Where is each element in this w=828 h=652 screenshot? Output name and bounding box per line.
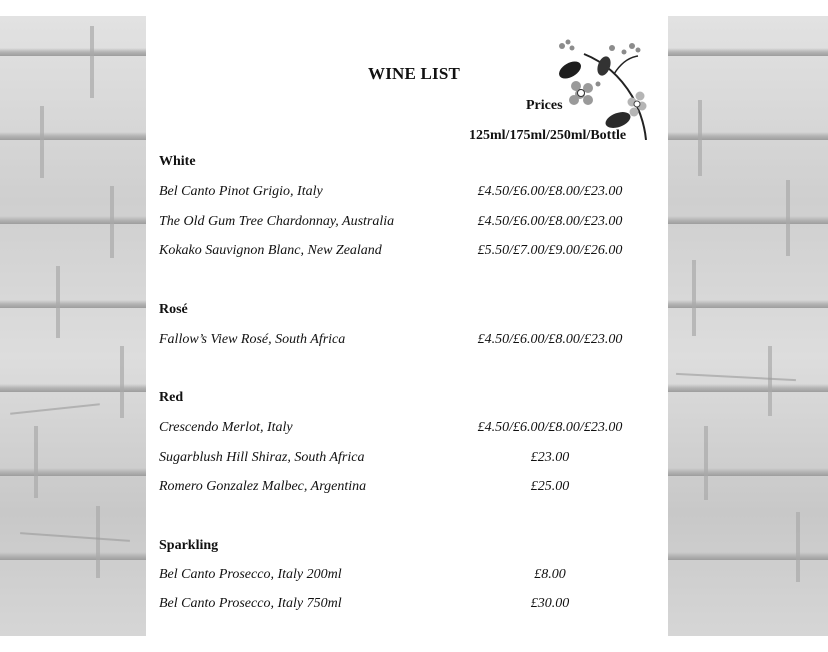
- wine-name: Sugarblush Hill Shiraz, South Africa: [159, 450, 365, 465]
- wine-row: [159, 450, 639, 470]
- section-heading-white: White: [159, 154, 196, 169]
- wine-name: Bel Canto Pinot Grigio, Italy: [159, 184, 323, 199]
- wine-price: £4.50/£6.00/£8.00/£23.00: [477, 184, 623, 199]
- wine-name: Crescendo Merlot, Italy: [159, 420, 293, 435]
- wine-price: £30.00: [530, 596, 570, 611]
- wine-name: Romero Gonzalez Malbec, Argentina: [159, 479, 367, 494]
- wall-crack: [20, 532, 130, 542]
- wall-crack: [10, 403, 100, 414]
- brick-joint: [692, 260, 696, 336]
- wine-row: [159, 243, 639, 263]
- page-title: WINE LIST: [368, 64, 461, 83]
- brick-joint: [34, 426, 38, 498]
- brick-joint: [704, 426, 708, 500]
- wine-row: [159, 184, 639, 204]
- brick-wall-right: [668, 16, 828, 636]
- brick-joint: [768, 346, 772, 416]
- wine-price: £4.50/£6.00/£8.00/£23.00: [477, 332, 623, 347]
- brick-joint: [796, 512, 800, 582]
- brick-joint: [40, 106, 44, 178]
- wine-row: [159, 479, 639, 499]
- wine-price: £5.50/£7.00/£9.00/£26.00: [477, 243, 623, 258]
- prices-header: Prices: [526, 98, 563, 113]
- wine-row: [159, 596, 639, 616]
- wine-list-sheet: [146, 16, 668, 636]
- wine-price: £4.50/£6.00/£8.00/£23.00: [477, 214, 623, 229]
- wine-row: [159, 420, 639, 440]
- wine-price: £4.50/£6.00/£8.00/£23.00: [477, 420, 623, 435]
- brick-wall-left: [0, 16, 146, 636]
- wine-name: Bel Canto Prosecco, Italy 750ml: [159, 596, 342, 611]
- brick-joint: [698, 100, 702, 176]
- wine-price: £23.00: [530, 450, 570, 465]
- brick-joint: [96, 506, 100, 578]
- wine-name: Kokako Sauvignon Blanc, New Zealand: [159, 243, 382, 258]
- wine-row: [159, 567, 639, 587]
- wine-price: £25.00: [530, 479, 570, 494]
- serving-sizes-header: 125ml/175ml/250ml/Bottle: [469, 128, 627, 143]
- wine-name: The Old Gum Tree Chardonnay, Australia: [159, 214, 395, 229]
- wine-price: £8.00: [534, 567, 566, 582]
- brick-joint: [786, 180, 790, 256]
- wall-crack: [676, 373, 796, 381]
- wine-name: Bel Canto Prosecco, Italy 200ml: [159, 567, 342, 582]
- brick-joint: [56, 266, 60, 338]
- wine-name: Fallow’s View Rosé, South Africa: [159, 332, 346, 347]
- section-heading-rose: Rosé: [159, 302, 188, 317]
- brick-joint: [120, 346, 124, 418]
- wine-row: [159, 332, 639, 352]
- section-heading-sparkling: Sparkling: [159, 538, 219, 553]
- brick-joint: [90, 26, 94, 98]
- section-heading-red: Red: [159, 390, 184, 405]
- wine-row: [159, 214, 639, 234]
- brick-joint: [110, 186, 114, 258]
- floral-sprig-icon: [554, 36, 650, 140]
